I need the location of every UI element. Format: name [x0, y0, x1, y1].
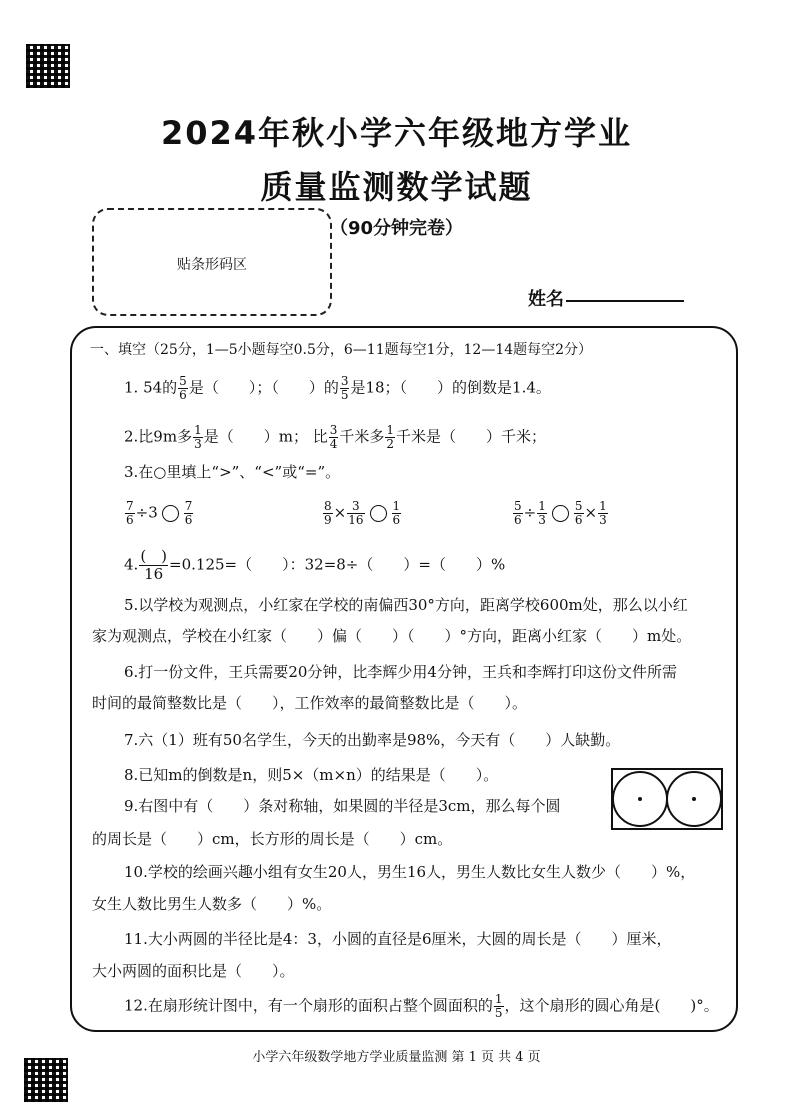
question-11-line-1: 11.大小两圆的半径比是4：3，小圆的直径是6厘米，大圆的周长是（ ）厘米， [124, 930, 672, 948]
question-4: 4. $\frac{( )}{16}$ =0.125=（ ）：32=8÷（ ）=（ ）% [124, 547, 506, 583]
question-9-line-2: 的周长是（ ）cm，长方形的周长是（ ）cm。 [92, 830, 453, 848]
compare-expression-3: $\frac{5}{6}$ ÷ $\frac{1}{3}$ $\frac{5}{6}$ × $\frac{1}{3}$ [514, 499, 607, 527]
compare-circle-2[interactable] [370, 505, 387, 522]
question-6-line-1: 6.打一份文件，王兵需要20分钟，比李辉少用4分钟，王兵和李辉打印这份文件所需 [124, 663, 677, 681]
question-11-line-2: 大小两圆的面积比是（ ）。 [92, 962, 295, 980]
two-circles-rectangle-figure [611, 768, 723, 830]
page-subtitle: 质量监测数学试题 [260, 168, 533, 206]
question-6-line-2: 时间的最简整数比是（ ），工作效率的最简整数比是（ ）。 [92, 694, 528, 712]
question-10-line-2: 女生人数比男生人数多（ ）%。 [92, 895, 332, 913]
question-8: 8.已知m的倒数是n，则5×（m×n）的结果是（ ）。 [124, 766, 499, 784]
question-3: 3.在○里填上“>”、“<”或“=”。 [124, 463, 341, 481]
question-9-line-1: 9.右图中有（ ）条对称轴，如果圆的半径是3cm，那么每个圆 [124, 797, 561, 815]
question-12: 12.在扇形统计图中，有一个扇形的面积占整个圆面积的 $\frac{1}{5}$ ，这个扇形的圆心角是( )°。 [124, 992, 719, 1020]
question-5-line-1: 5.以学校为观测点，小红家在学校的南偏西30°方向，距离学校600m处，那么以小红 [124, 596, 688, 614]
barcode-area [92, 208, 332, 316]
qr-code-top [26, 44, 70, 88]
question-7: 7.六（1）班有50名学生，今天的出勤率是98%，今天有（ ）人缺勤。 [124, 731, 621, 749]
compare-expression-2: $\frac{8}{9}$ × $\frac{3}{16}$ $\frac{1}{6}$ [324, 499, 401, 527]
barcode-label: 贴条形码区 [177, 257, 247, 273]
question-10-line-1: 10.学校的绘画兴趣小组有女生20人，男生16人，男生人数比女生人数少（ ）%， [124, 863, 696, 881]
time-note: （90分钟完卷） [330, 218, 464, 239]
section-heading: 一、填空（25分，1—5小题每空0.5分，6—11题每空1分，12—14题每空2分） [90, 342, 593, 358]
name-blank[interactable] [566, 300, 684, 302]
compare-expression-1: $\frac{7}{6}$ ÷3 $\frac{7}{6}$ [126, 499, 193, 527]
question-5-line-2: 家为观测点，学校在小红家（ ）偏（ ）（ ）°方向，距离小红家（ ）m处。 [92, 627, 692, 645]
question-2: 2.比9m多 $\frac{1}{3}$ 是（ ）m； 比 $\frac{3}{4}$ 千米多 $\frac{1}{2}$ 千米是（ ）千米； [124, 423, 547, 451]
question-1: 1. 54的 $\frac{5}{6}$ 是（ ）；（ ）的 $\frac{3}{5}$ 是18；（ ）的倒数是1.4。 [124, 374, 551, 402]
page-title: 2024年秋小学六年级地方学业 [160, 114, 633, 152]
compare-circle-3[interactable] [552, 505, 569, 522]
compare-circle-1[interactable] [162, 505, 179, 522]
page-footer: 小学六年级数学地方学业质量监测 第 1 页 共 4 页 [252, 1050, 541, 1065]
name-label: 姓名 [528, 289, 564, 310]
